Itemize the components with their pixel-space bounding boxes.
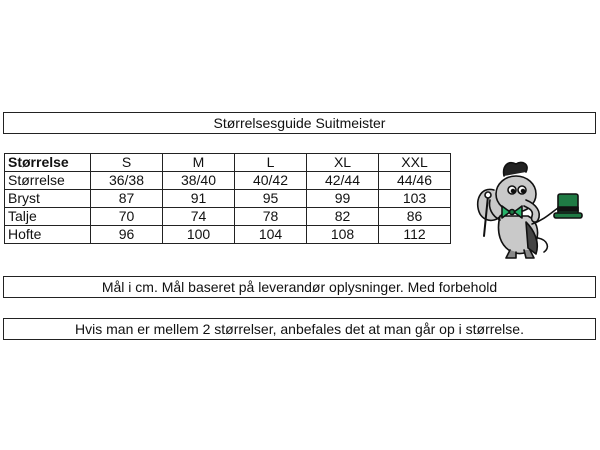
table-cell: 36/38 (91, 172, 163, 190)
row-label: Hofte (5, 226, 91, 244)
elephant-mascot-icon (466, 150, 592, 260)
size-header: S (91, 154, 163, 172)
table-cell: 74 (163, 208, 235, 226)
size-header: XL (307, 154, 379, 172)
table-cell: 78 (235, 208, 307, 226)
table-cell: 112 (379, 226, 451, 244)
table-cell: 70 (91, 208, 163, 226)
size-guide-title-text: Størrelsesguide Suitmeister (213, 115, 386, 131)
table-cell: 103 (379, 190, 451, 208)
size-header: M (163, 154, 235, 172)
table-cell: 108 (307, 226, 379, 244)
size-guide-title (3, 112, 596, 134)
table-cell: 44/46 (379, 172, 451, 190)
table-cell: 99 (307, 190, 379, 208)
table-cell: 86 (379, 208, 451, 226)
table-row (5, 190, 451, 208)
table-cell: 95 (235, 190, 307, 208)
measurement-note-text: Mål i cm. Mål baseret på leverandør oplysninger. Med forbehold (101, 279, 498, 295)
table-cell: 82 (307, 208, 379, 226)
size-advice-text: Hvis man er mellem 2 størrelser, anbefales det at man går op i størrelse. (75, 321, 524, 337)
table-cell: 91 (163, 190, 235, 208)
table-row (5, 208, 451, 226)
table-cell: 40/42 (235, 172, 307, 190)
row-label: Størrelse (5, 172, 91, 190)
table-row (5, 172, 451, 190)
row-label: Talje (5, 208, 91, 226)
table-header-row (5, 154, 451, 172)
table-cell: 38/40 (163, 172, 235, 190)
measurement-note (3, 276, 596, 298)
size-table (4, 153, 451, 244)
row-label: Bryst (5, 190, 91, 208)
size-header: L (235, 154, 307, 172)
table-cell: 96 (91, 226, 163, 244)
table-cell: 42/44 (307, 172, 379, 190)
table-row (5, 226, 451, 244)
size-advice (3, 318, 596, 340)
table-cell: 87 (91, 190, 163, 208)
table-cell: 100 (163, 226, 235, 244)
table-cell: 104 (235, 226, 307, 244)
table-corner-label: Størrelse (5, 154, 91, 172)
size-header: XXL (379, 154, 451, 172)
